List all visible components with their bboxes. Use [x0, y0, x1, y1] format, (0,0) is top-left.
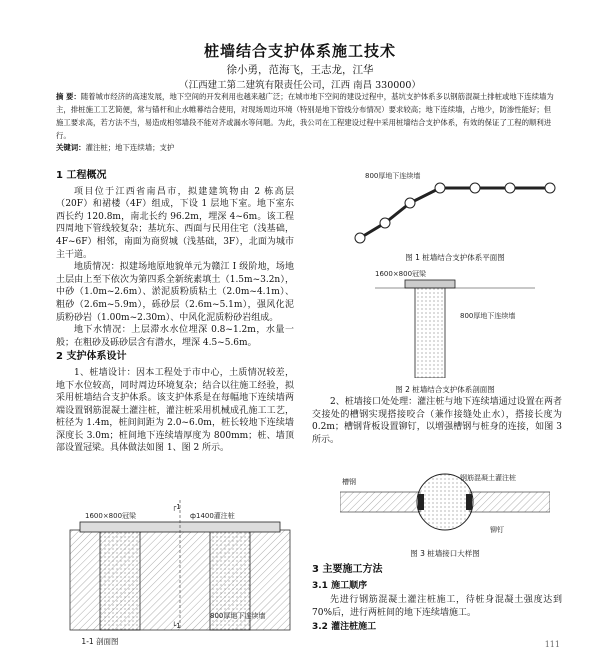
figure-3: [340, 470, 550, 540]
figure-section-1-1: [60, 500, 300, 640]
cap-beam-label: 1600×800冠梁: [85, 512, 137, 520]
keywords-label: 关键词：: [56, 143, 86, 152]
wall-label: 800厚地下连续墙: [210, 612, 266, 620]
section-3-1-paragraph: 先进行钢筋混凝土灌注桩施工，待桩身混凝土强度达到 70%后，进行两桩间的地下连续墙施工。: [312, 595, 562, 618]
elevation-cap-beam-label: 1600×800冠梁: [375, 270, 427, 278]
joint-pile-label: 钢筋混凝土灌注桩: [460, 474, 516, 482]
section-3-title: 3 主要施工方法: [312, 564, 383, 575]
figure-1-caption: 图 1 桩墙结合支护体系平面图: [405, 253, 505, 262]
section-marker-top: ┌1: [172, 503, 181, 511]
figure-section-1-1-caption: 1-1 剖面图: [81, 637, 119, 646]
plan-wall-label: 800厚地下连续墙: [365, 172, 421, 180]
section-2-paragraph-2: 2、桩墙接口处处理：灌注桩与地下连续墙通过设置在两者交接处的槽钢实现搭接咬合（兼作接缝处止水），搭接长度为 0.2m；槽钢背板设置铆钉，以增强槽钢与桩身的连接，如图 3 所示。: [312, 397, 562, 445]
elevation-wall-label: 800厚地下连续墙: [460, 312, 516, 320]
section-3-2-title: 3.2 灌注桩施工: [312, 622, 377, 633]
section-1-title: 1 工程概况: [56, 170, 107, 181]
section-2-paragraph-1: 1、桩墙设计：因本工程处于市中心，土质情况较差，地下水位较高，同时周边环境复杂；结合以往施工经验，拟采用桩墙结合支护体系。该支护体系是在每幅地下连续墙两端设置钢筋混凝土灌注桩，灌注桩采用机械成孔施工工艺，桩径为 1.4m，桩间间距为 2.0~6.0m，桩长较地下连续墙深度长 3.0m；桩间地下连续墙厚度为 800mm；桩、墙顶部设置冠梁。具体做法如图 1、图 2 所示。: [56, 367, 294, 454]
figure-2-caption: 图 2 桩墙结合支护体系剖面图: [395, 385, 495, 394]
section-1-paragraph-1: 项目位于江西省南昌市，拟建建筑物由 2 栋高层（20F）和裙楼（4F）组成，下设 1 层地下室。地下室东西长约 120.8m，南北长约 96.2m，埋深 4~6m。该工程四周地下管线较复杂；基坑东、西面与民用住宅（浅基础，4F~6F）相邻，南面为商贸城（浅基础，3F），北面为城市主干道。: [56, 186, 294, 260]
joint-detail-drawing: [340, 470, 550, 540]
section-1-1-drawing: [60, 500, 300, 635]
rivet-label: 铆钉: [490, 526, 504, 534]
page-number: 111: [544, 640, 560, 649]
section-1-paragraph-2: 地质情况：拟建场地原地貌单元为赣江 I 级阶地，场地土层由上至下依次为第四系全新统素填土（1.5m~3.2n），中砂（1.0m~2.6m）、淤泥质粉质粘土（2.0m~4.1m）、粗砂（2.6m~5.9m），砾砂层（2.6m~5.1m），强风化泥质粉砂岩（1.00m~2.30m）、中风化泥质粉砂岩组成。: [56, 262, 294, 323]
abstract-label: 摘 要：: [56, 92, 81, 101]
section-3-1-title: 3.1 施工顺序: [312, 580, 368, 591]
section-1-paragraph-3: 地下水情况：上层滞水水位埋深 0.8~1.2m，水量一般；在粗砂及砾砂层含有潜水，埋深 4.5~5.6m。: [56, 325, 294, 348]
keywords-text: 灌注桩；地下连续墙；支护: [85, 143, 175, 152]
figure-1: [350, 168, 560, 248]
channel-steel-label: 槽钢: [342, 478, 356, 486]
right-column-bottom: [312, 562, 562, 636]
figure-2: [365, 268, 545, 378]
pile-label: ф1400灌注桩: [190, 512, 235, 520]
plan-drawing: [350, 168, 560, 248]
figure-3-caption: 图 3 桩墙接口大样图: [410, 549, 480, 558]
section-marker-bottom: └1: [172, 622, 181, 630]
elevation-drawing: [365, 268, 545, 378]
right-column-mid: [312, 396, 562, 446]
keywords: [56, 142, 556, 153]
section-2-title: 2 支护体系设计: [56, 351, 127, 363]
affiliation: （江西建工第二建筑有限责任公司，江西 南昌 330000）: [179, 80, 421, 91]
paper-title: 桩墙结合支护体系施工技术: [203, 42, 396, 60]
abstract-text: 随着城市经济的高速发展，地下空间的开发利用也越来越广泛；在城市地下空间的建设过程中，基坑支护体系多以钢筋混凝土排桩或地下连续墙为主，排桩施工工艺简便，常与锚杆和止水帷幕结合使用，对现场周边环境（特别是地下管线分布情况）要求较高；地下连续墙，占地少，防渗性能好；但施工要求高，若方法不当，易造成相邻墙段不能对齐或漏水等问题。为此，我公司在工程建设过程中采用桩墙结合支护体系，有效的保证了工程的顺利进行。: [56, 92, 554, 140]
left-column: [56, 168, 294, 455]
abstract: [56, 90, 556, 142]
authors: 徐小勇，范海飞，王志龙，江华: [226, 64, 374, 76]
